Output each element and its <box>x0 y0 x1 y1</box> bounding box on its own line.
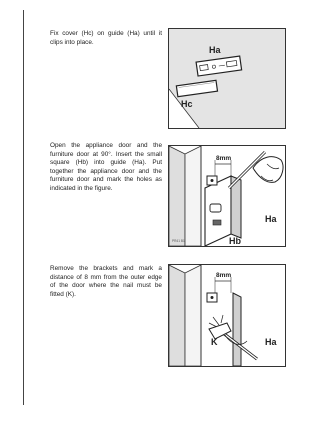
label-k: K <box>211 337 218 347</box>
step-3-text: Remove the brackets and mark a distance of 8 mm from the outer edge of the door where the nail must be fitted (K). <box>50 265 162 298</box>
label-hc: Hc <box>181 99 193 109</box>
label-ha: Ha <box>209 45 221 55</box>
label-hb: Hb <box>229 236 241 246</box>
figure-insert-square <box>168 145 286 247</box>
label-ha: Ha <box>265 214 277 224</box>
dimension-8mm: 8mm <box>216 155 232 162</box>
figure-code: PR41 B1 <box>172 239 185 243</box>
appliance-panel <box>169 29 285 128</box>
step-1-text: Fix cover (Hc) on guide (Ha) until it clips into place. <box>50 30 162 46</box>
figure-mark-nail <box>168 264 286 367</box>
dimension-8mm: 8mm <box>216 272 232 279</box>
figure-fix-cover <box>168 28 286 129</box>
label-ha: Ha <box>265 337 277 347</box>
step-2-text: Open the appliance door and the furniture door at 90°. Insert the small square (Hb) into guide (Ha). Put together the appliance door and the furniture door and mark the holes as indicated in the figure. <box>50 142 162 192</box>
page-margin-rule <box>23 10 24 405</box>
